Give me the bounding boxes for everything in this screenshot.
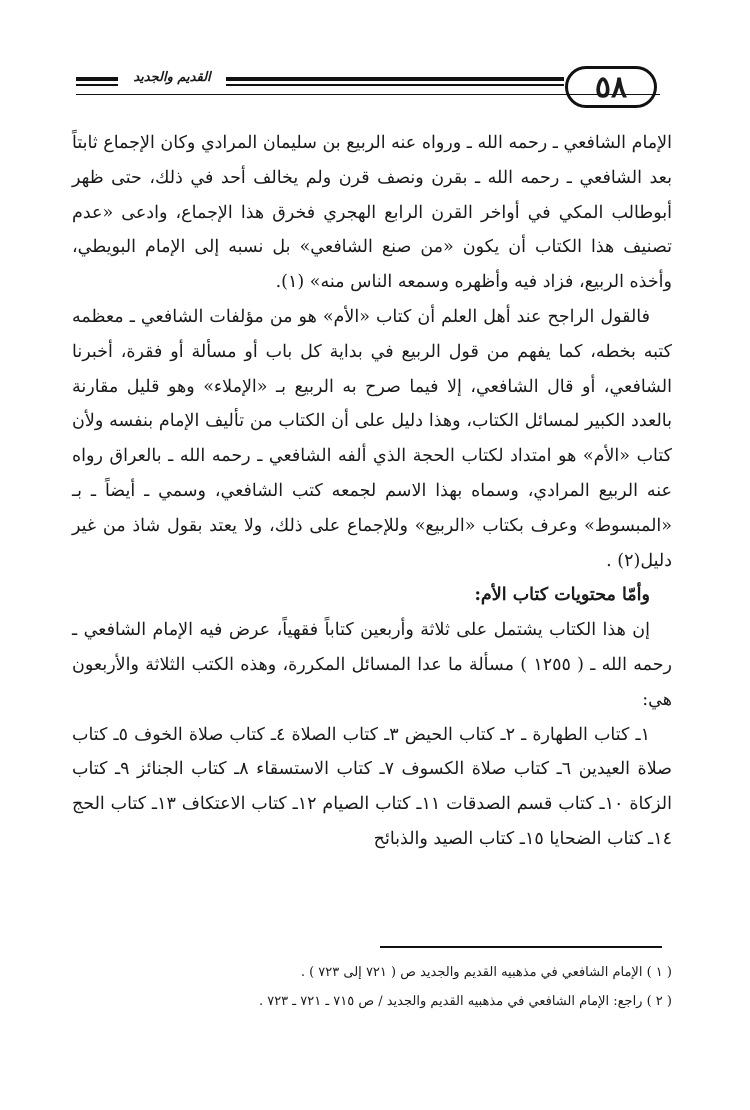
- footnote-separator: [380, 946, 662, 948]
- header-rule-left-thin: [76, 84, 118, 86]
- footnote: ( ٢ ) راجع: الإمام الشافعي في مذهبيه القديم والجديد / ص ٧١٥ ـ ٧٢١ ـ ٧٢٣ .: [258, 994, 672, 1009]
- section-heading: وأمّا محتويات كتاب الأم:: [474, 585, 650, 606]
- paragraph: إن هذا الكتاب يشتمل على ثلاثة وأربعين كتاباً فقهياً، عرض فيه الإمام الشافعي ـ رحمه الله ـ ( ١٢٥٥ ) مسألة ما عدا المسائل المكررة، وهذه الكتب الثلاثة والأربعون هي:: [72, 620, 673, 710]
- paragraph: فالقول الراجح عند أهل العلم أن كتاب «الأم» هو من مؤلفات الشافعي ـ معظمه كتبه بخطه، كما يفهم من قول الربيع في بداية كل باب أو مسألة أو فقرة، أخبرنا الشافعي، أو قال الشافعي، إلا فيما صرح به الربيع بـ «الإملاء» وهو قليل مقارنة بالعدد الكبير لمسائل الكتاب، وهذا دليل على أن الكتاب من تأليف الإمام بنفسه ولأن كتاب «الأم» هو امتداد لكتاب الحجة الذي ألفه الشافعي ـ رحمه الله ـ بالعراق رواه عنه الربيع المرادي، وسماه بهذا الاسم لجمعه كتب الشافعي، وسمي ـ أيضاً ـ بـ «المبسوط» وعرف بكتاب «الربيع» وللإجماع على ذلك، ولا يعتد بقول شاذ من غير دليل(٢) .: [72, 306, 672, 571]
- page-number: ٥٨: [565, 66, 657, 108]
- running-title: القديم والجديد: [133, 70, 211, 85]
- footnote: ( ١ ) الإمام الشافعي في مذهبيه القديم والجديد ص ( ٧٢١ إلى ٧٢٣ ) .: [300, 965, 672, 980]
- paragraph: ١ـ كتاب الطهارة ـ ٢ـ كتاب الحيض ٣ـ كتاب الصلاة ٤ـ كتاب صلاة الخوف ٥ـ كتاب صلاة العيدين ٦ـ كتاب صلاة الكسوف ٧ـ كتاب الاستسقاء ٨ـ كتاب الجنائز ٩ـ كتاب الزكاة ١٠ـ كتاب قسم الصدقات ١١ـ كتاب الصيام ١٢ـ كتاب الاعتكاف ١٣ـ كتاب الحج ١٤ـ كتاب الضحايا ١٥ـ كتاب الصيد والذبائح: [72, 724, 673, 849]
- footnotes: [150, 958, 672, 1016]
- header-rule-left: [76, 77, 118, 81]
- header-rule-right: [226, 77, 564, 81]
- header-rule-right-thin: [226, 84, 564, 86]
- paragraph: الإمام الشافعي ـ رحمه الله ـ ورواه عنه الربيع بن سليمان المرادي وكان الإجماع ثابتاً بعد الشافعي ـ رحمه الله ـ بقرن ونصف قرن ولم يخالف أحد في ذلك، حتى ظهر أبوطالب المكي في أواخر القرن الرابع الهجري فخرق هذا الإجماع، وادعى «عدم تصنيف هذا الكتاب أن يكون «من صنع الشافعي» بل نسبه إلى الإمام البويطي، وأخذه الربيع، فزاد فيه وأظهره وسمعه الناس منه» (١).: [72, 133, 672, 293]
- body-text: [72, 126, 672, 857]
